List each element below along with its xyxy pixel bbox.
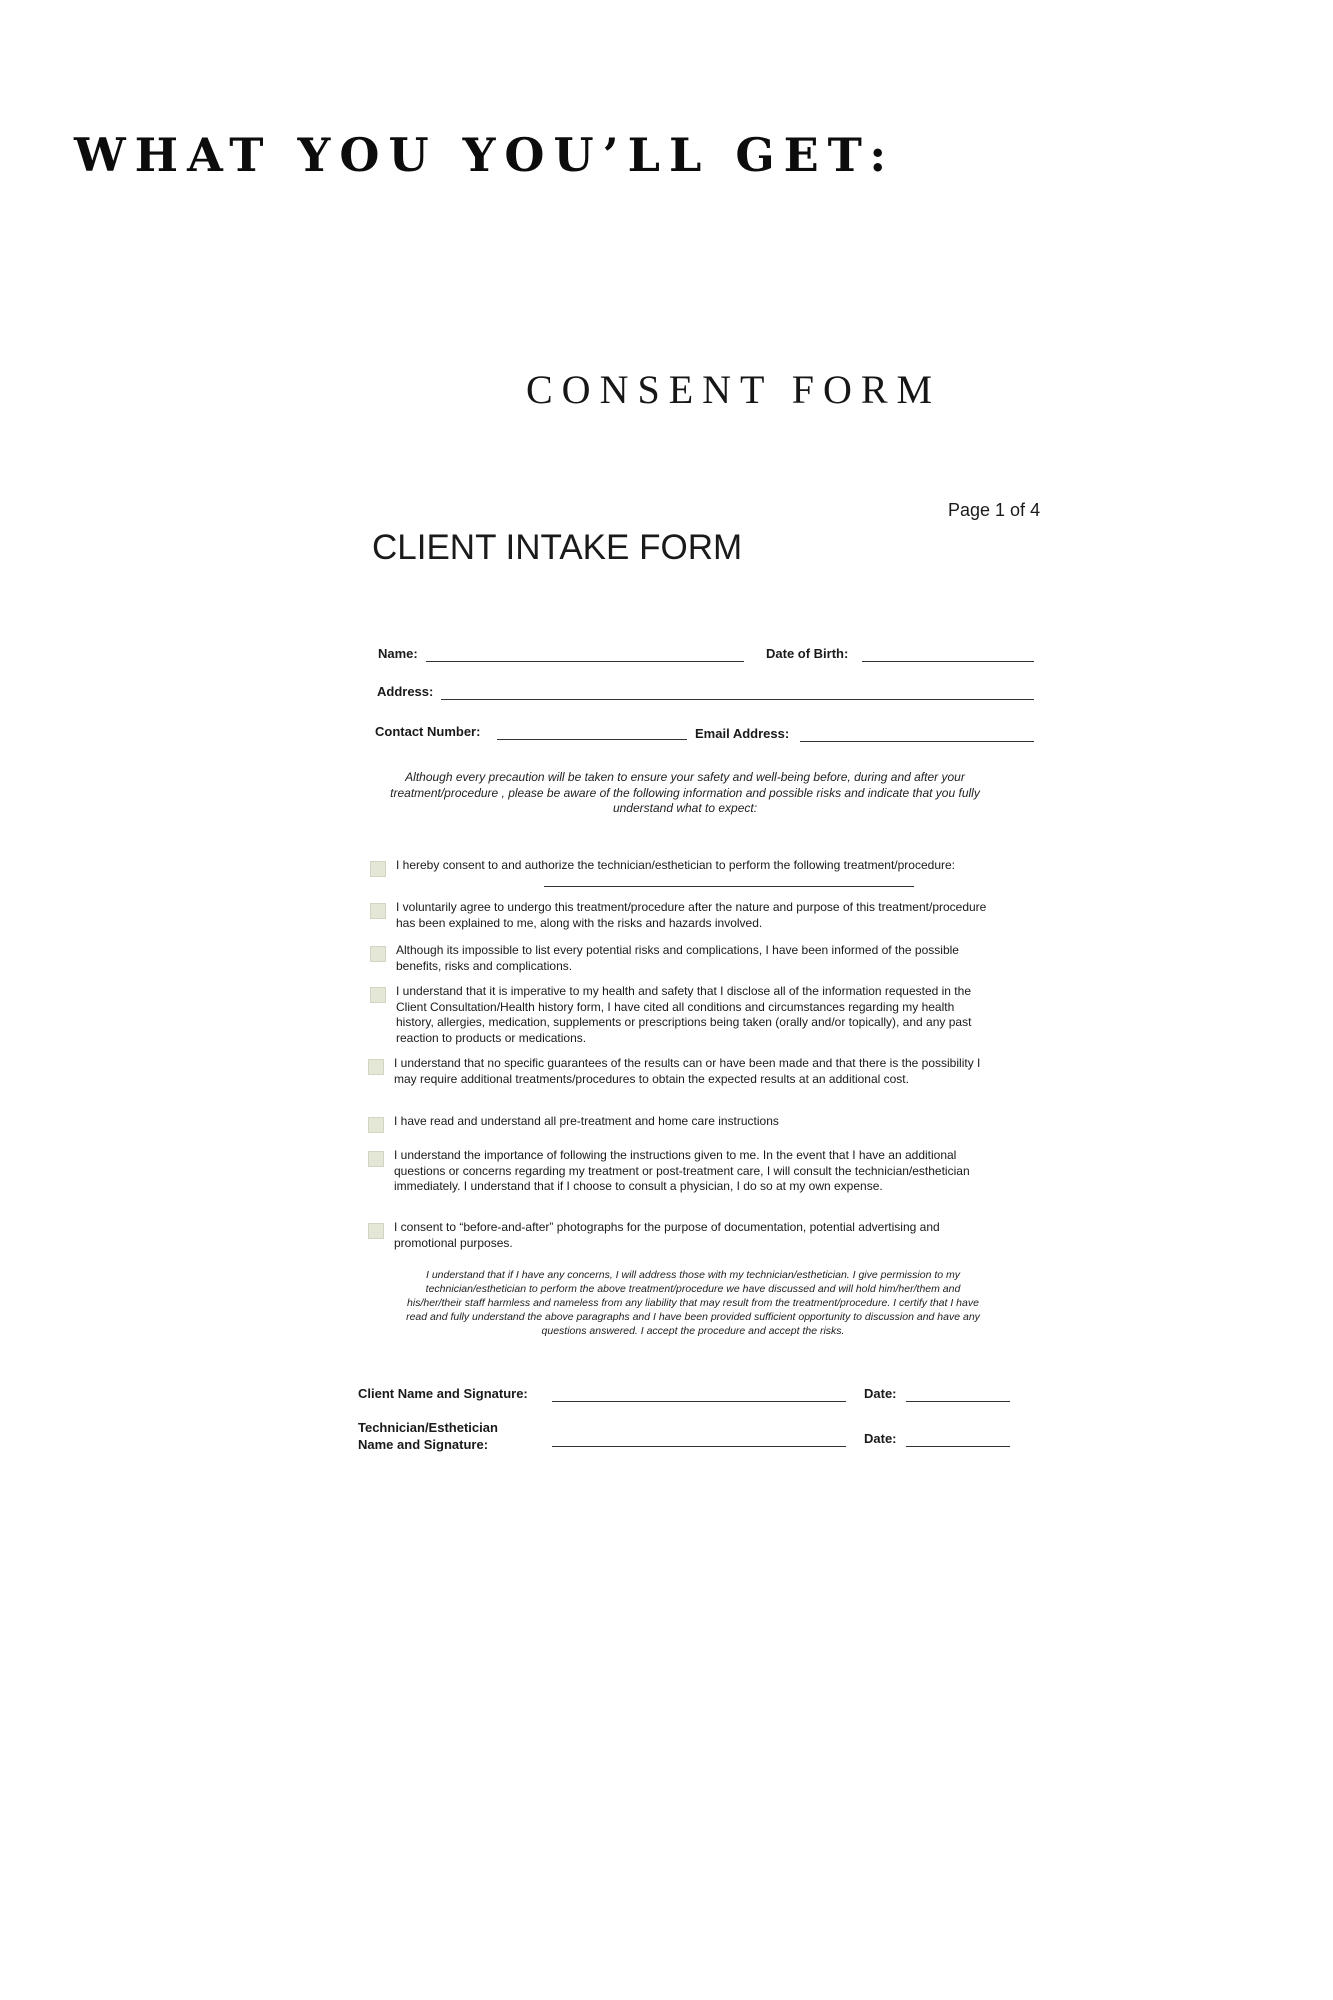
tech-date-label: Date:: [864, 1431, 897, 1446]
consent-item-text: I understand that it is imperative to my health and safety that I disclose all of the information requested in the Client Consultation/Health history form, I have cited all conditions and circumstances regarding my health history, allergies, medication, supplements or prescriptions being taken (orally and/or topically), and any past reaction to products or medications.: [396, 984, 972, 1045]
checkbox[interactable]: [368, 1151, 384, 1167]
checkbox[interactable]: [370, 987, 386, 1003]
client-signature-label: Client Name and Signature:: [358, 1386, 528, 1401]
name-label: Name:: [378, 646, 418, 661]
treatment-line: [544, 886, 914, 887]
page-indicator: Page 1 of 4: [948, 500, 1041, 520]
checkbox[interactable]: [370, 903, 386, 919]
outro-paragraph: I understand that if I have any concerns, I will address those with my technician/esthetician. I give permission to my technician/esthetician to perform the above treatment/procedure we have discussed and will hold him/her/them and his/her/their staff harmless and nameless from any liability that may result from the treatment/procedure. I certify that I have read and fully understand the above paragraphs and I have been provided sufficient opportunity to discussion and have any questions answered. I accept the procedure and accept the risks.: [406, 1269, 980, 1337]
email-line: [800, 741, 1034, 742]
checkbox[interactable]: [368, 1117, 384, 1133]
contact-line: [497, 739, 687, 740]
tech-signature-label-line1: Technician/Esthetician: [358, 1420, 498, 1435]
dob-label: Date of Birth:: [766, 646, 849, 661]
checkbox[interactable]: [368, 1059, 384, 1075]
headline: WHAT YOU YOU’LL GET:: [74, 128, 896, 182]
address-line: [441, 699, 1034, 700]
consent-item-text: I understand that no specific guarantees of the results can or have been made and that there is the possibility I may require additional treatments/procedures to obtain the expected results at an additional cost.: [394, 1056, 981, 1086]
form-title: CLIENT INTAKE FORM: [372, 528, 743, 567]
email-label: Email Address:: [695, 726, 790, 741]
tech-date-line: [906, 1446, 1010, 1447]
contact-label: Contact Number:: [375, 724, 481, 739]
product-title: CONSENT FORM: [526, 367, 942, 412]
intro-paragraph: Although every precaution will be taken to ensure your safety and well-being before, during and after your treatment/procedure , please be aware of the following information and possible risks and indicate that you fully understand what to expect:: [390, 770, 980, 815]
consent-item-text: I voluntarily agree to undergo this treatment/procedure after the nature and purpose of this treatment/procedure has been explained to me, along with the risks and hazards involved.: [396, 900, 987, 930]
consent-item-text: I have read and understand all pre-treatment and home care instructions: [394, 1114, 779, 1128]
consent-item-text: Although its impossible to list every potential risks and complications, I have been informed of the possible benefits, risks and complications.: [396, 943, 959, 973]
dob-line: [862, 661, 1034, 662]
tech-signature-line: [552, 1446, 846, 1447]
client-date-label: Date:: [864, 1386, 897, 1401]
consent-item-text: I understand the importance of following the instructions given to me. In the event that I have an additional questions or concerns regarding my treatment or post-treatment care, I will consult the technician/esthetician immediately. I understand that if I choose to consult a physician, I do so at my own expense.: [394, 1148, 970, 1193]
address-label: Address:: [377, 684, 434, 699]
tech-signature-label-line2: Name and Signature:: [358, 1437, 489, 1452]
consent-item-text: I hereby consent to and authorize the technician/esthetician to perform the following treatment/procedure:: [396, 858, 955, 872]
name-line: [426, 661, 744, 662]
consent-item-text: I consent to “before-and-after” photographs for the purpose of documentation, potential advertising and promotional purposes.: [394, 1220, 940, 1250]
client-date-line: [906, 1401, 1010, 1402]
client-signature-line: [552, 1401, 846, 1402]
checkbox[interactable]: [370, 861, 386, 877]
checkbox[interactable]: [368, 1223, 384, 1239]
checkbox[interactable]: [370, 946, 386, 962]
